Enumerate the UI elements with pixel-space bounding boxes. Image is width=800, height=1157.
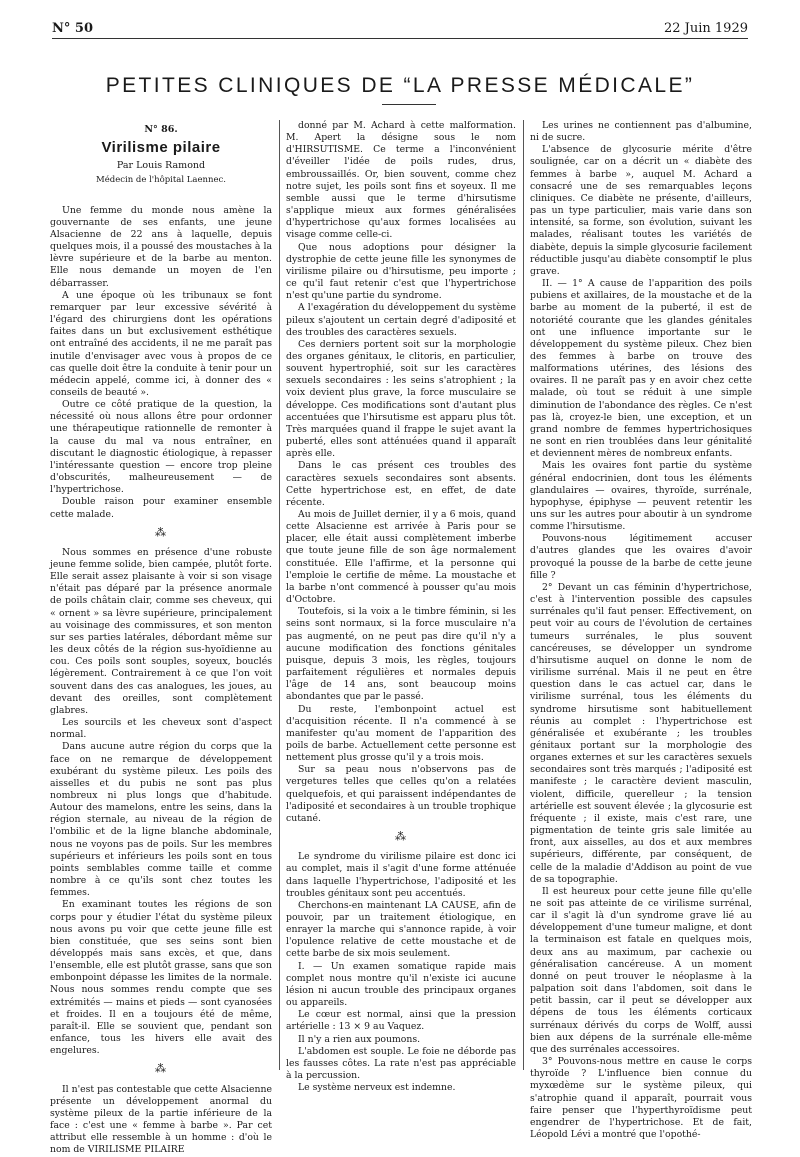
section-ornament: ⁂ xyxy=(155,525,167,539)
article-author: Par Louis Ramond xyxy=(116,160,206,172)
paragraph: Le cœur est normal, ainsi que la pression artérielle : 13 × 9 au Vaquez. xyxy=(286,1009,516,1033)
page-header xyxy=(52,16,748,36)
article-heading xyxy=(50,124,272,187)
paragraph: A une époque où les tribunaux se font remarquer par leur excessive sévérité à l'égard des chirurgiens dont les opérations faites dans un but exclusivement esthétique ont entraîné des accidents, il ne me paraît pas inutile d'envisager avec vous à propos de ce cas quelle doit être la conduite à tenir pour un médecin appelé, comme ici, à donner des « conseils de beauté ». xyxy=(50,289,272,398)
paragraph: Sur sa peau nous n'observons pas de vergetures telles que celles qu'on a relatées quelquefois, et qui paraissent indépendantes de l'adiposité et secondaires à un trouble trophique cutané. xyxy=(286,764,516,824)
article-number: N° 86. xyxy=(144,124,178,135)
paragraph: Les urines ne contiennent pas d'albumine, ni de sucre. xyxy=(530,120,752,144)
paragraph: I. — Un examen somatique rapide mais complet nous montre qu'il n'existe ici aucune lésion ni aucun trouble des principaux organes ou appareils. xyxy=(286,960,516,1009)
paragraph: donné par M. Achard à cette malformation. M. Apert la désigne sous le nom d'HIRSUTISME. Ce terme a l'inconvénient d'éveiller l'idée de poils rudes, drus, embroussaillés. Or, bien souvent, comme chez notre sujet, les poils sont fins et soyeux. Il me semble aussi que le terme d'hirsutisme s'applique mieux aux formes généralisées d'hypertrichose qu'aux formes localisées au visage comme celle-ci. xyxy=(286,120,516,241)
column-3-body xyxy=(530,120,752,1141)
paragraph: L'absence de glycosurie mérite d'être soulignée, car on a décrit un « diabète des femmes à barbe », auquel M. Achard a consacré une de ses remarquables leçons cliniques. Ce diabète ne présente, d'ailleurs, pas un type particulier, mais varie dans son intensité, sa forme, son évolution, suivant les malades, réalisant toutes les variétés de diabète, depuis la simple glycosurie facilement réductible jusqu'au diabète consomptif le plus grave. xyxy=(530,144,752,277)
column-2 xyxy=(286,120,516,1094)
paragraph: Nous sommes en présence d'une robuste jeune femme solide, bien campée, plutôt forte. Elle serait assez plaisante à voir si son visage n'était pas déparé par la présence anormale de poils châtain clair, comme ses cheveux, qui « ornent » sa lèvre supérieure, principalement au voisinage des commissures, et son menton sur ses parties latérales, débordant même sur les deux côtés de la région sus-hyoïdienne au cou. Ces poils sont souples, soyeux, bouclés légèrement. Contrairement à ce que l'on voit souvent dans des cas analogues, les joues, au devant des oreilles, sont complètement glabres. xyxy=(50,546,272,716)
paragraph: Outre ce côté pratique de la question, la nécessité où nous allons être pour ordonner une thérapeutique rationnelle de remonter à la cause du mal va nous entraîner, en discutant le diagnostic étiologique, à repasser l'intéressante question — encore trop pleine d'obscurités, malheureusement — de l'hypertrichose. xyxy=(50,399,272,496)
paragraph: 3° Pouvons-nous mettre en cause le corps thyroïde ? L'influence bien connue du myxœdème sur le système pileux, qui s'atrophie quand il apparaît, pourrait vous faire penser que l'hyperthyroïdisme peut engendrer de l'hypertrichose. Et de fait, Léopold Lévi a montré que l'opothé- xyxy=(530,1056,752,1140)
issue-number: N° 50 xyxy=(52,21,93,36)
issue-date: 22 Juin 1929 xyxy=(663,21,748,36)
paragraph: Mais les ovaires font partie du système général endocrinien, dont tous les éléments glandulaires — ovaires, thyroïde, surrénale, hypophyse, épiphyse — peuvent retentir les uns sur les autres pour aboutir à un syndrome comme l'hirsutisme. xyxy=(530,460,752,533)
column-1 xyxy=(50,120,272,1156)
section-ornament: ⁂ xyxy=(155,1062,167,1076)
paragraph: A l'exagération du développement du système pileux s'ajoutent un certain degré d'adiposité et des troubles des caractères sexuels. xyxy=(286,302,516,338)
column-divider xyxy=(523,120,524,1070)
section-ornament: ⁂ xyxy=(395,830,407,844)
paragraph: Ces derniers portent soit sur la morphologie des organes génitaux, le clitoris, en particulier, souvent hypertrophié, soit sur les caractères sexuels secondaires : les seins s'atrophient ; la voix devient plus grave, la force musculaire se développe. Ces modifications sont d'autant plus accentuées que l'hirsutisme est apparu plus tôt. Très marquées quand il frappe le sujet avant la puberté, elles sont atténuées quand il apparaît après elle. xyxy=(286,338,516,460)
column-2-body xyxy=(286,120,516,1094)
paragraph: Du reste, l'embonpoint actuel est d'acquisition récente. Il n'a commencé à se manifester qu'au moment de l'apparition des poils de barbe. Actuellement cette personne est nettement plus grosse qu'il y a trois mois. xyxy=(286,703,516,764)
column-3 xyxy=(530,120,752,1140)
paragraph: Les sourcils et les cheveux sont d'aspect normal. xyxy=(50,717,272,741)
paragraph: Il n'est pas contestable que cette Alsacienne présente un développement anormal du système pileux de la partie inférieure de la face : c'est une « femme à barbe ». Par cet attribut elle ressemble à un homme : d'où le nom de VIRILISME PILAIRE xyxy=(50,1083,272,1156)
paragraph: Dans le cas présent ces troubles des caractères sexuels secondaires sont absents. Cette hypertrichose est, en effet, de date récente. xyxy=(286,460,516,508)
article-title: Virilisme pilaire xyxy=(101,139,221,157)
paragraph: 2° Devant un cas féminin d'hypertrichose, c'est à l'intervention possible des capsules surrénales qu'il faut penser. Effectivement, on peut voir au cours de l'évolution de certaines tumeurs surrénales, le plus souvent cancéreuses, se développer un syndrome d'hirsutisme auquel on donne le nom de virilisme surrénal. Mais il ne peut en être question dans le cas actuel car, dans le virilisme surrénal, tous les éléments du syndrome hirsutisme sont habituellement réunis au complet : l'hypertrichose est généralisée et exubérante ; les troubles génitaux portant sur la morphologie des organes externes et sur les caractères sexuels secondaires sont très marqués ; l'adiposité est manifeste ; le caractère devient masculin, violent, difficile, querelleur ; la tension artérielle est souvent élevée ; la glycosurie est fréquente ; il existe, mais c'est rare, une pigmentation de teinte gris sale limitée au front, aux aisselles, au dos et aux membres supérieurs, différente, par conséquent, de celle de la maladie d'Addison au point de vue de sa topographie. xyxy=(530,581,752,885)
paragraph: Dans aucune autre région du corps que la face on ne remarque de développement exubérant du système pileux. Les poils des aisselles et du pubis ne sont pas plus nombreux ni plus longs que d'habitude. Autour des mamelons, entre les seins, dans la région sternale, au niveau de la région de l'ombilic et de la ligne blanche abdominale, nous ne voyons pas de poils. Sur les membres supérieurs et inférieurs les poils sont en tous points semblables comme taille et comme nombre à ce qu'ils sont chez toutes les femmes. xyxy=(50,741,272,899)
paragraph: Pouvons-nous légitimement accuser d'autres glandes que les ovaires d'avoir provoqué la pousse de la barbe de cette jeune fille ? xyxy=(530,533,752,581)
paragraph: Le syndrome du virilisme pilaire est donc ici au complet, mais il s'agit d'une forme atténuée dans laquelle l'hypertrichose, l'adiposité et les troubles génitaux sont peu accentués. xyxy=(286,851,516,899)
paragraph: Cherchons-en maintenant LA CAUSE, afin de pouvoir, par un traitement étiologique, en enrayer la marche qui s'annonce rapide, à voir l'opulence relative de cette moustache et de cette barbe de six mois seulement. xyxy=(286,899,516,960)
paragraph: Le système nerveux est indemne. xyxy=(298,1082,456,1094)
section-banner: PETITES CLINIQUES DE “LA PRESSE MÉDICALE” xyxy=(105,74,695,97)
paragraph: Une femme du monde nous amène la gouvernante de ses enfants, une jeune Alsacienne de 22 ans à laquelle, depuis quelques mois, il a poussé des moustaches à la lèvre supérieure et de la barbe au menton. Elle nous demande un moyen de l'en débarrasser. xyxy=(50,204,272,289)
column-1-body xyxy=(50,205,272,1157)
paragraph: Que nous adoptions pour désigner la dystrophie de cette jeune fille les synonymes de virilisme pilaire ou d'hirsutisme, peu importe ; ce qu'il faut retenir c'est que l'hypertrichose n'est qu'une partie du syndrome. xyxy=(286,241,516,302)
article-affiliation: Médecin de l'hôpital Laennec. xyxy=(96,175,226,186)
paragraph: Au mois de Juillet dernier, il y a 6 mois, quand cette Alsacienne est arrivée à Paris pour se placer, elle était aussi complètement imberbe que toute jeune fille de son âge normalement constituée. Elle l'affirme, et la personne qui l'emploie le certifie de même. La moustache et la barbe n'ont commencé à pousser qu'au mois d'Octobre. xyxy=(286,509,516,606)
header-rule xyxy=(52,38,748,39)
paragraph: Double raison pour examiner ensemble cette malade. xyxy=(50,496,272,520)
column-divider xyxy=(279,120,280,1070)
paragraph: En examinant toutes les régions de son corps pour y étudier l'état du système pileux nous avons pu voir que cette jeune fille est bien constituée, que ses seins sont bien développés mais sans excès, et que, dans l'ensemble, elle est plutôt grasse, sans que son embonpoint dépasse les limites de la normale. Nous nous sommes rendu compte que ses extrémités — mains et pieds — sont cyanosées et froides. Il en a toujours été de même, paraît-il. Elle se souvient que, pendant son enfance, tous les hivers elle avait des engelures. xyxy=(50,899,272,1057)
paragraph: Il n'y a rien aux poumons. xyxy=(298,1033,421,1045)
paragraph: Il est heureux pour cette jeune fille qu'elle ne soit pas atteinte de ce virilisme surrénal, car il s'agit là d'un syndrome grave lié au développement d'une tumeur maligne, et dont la terminaison est fatale en quelques mois, deux ans au maximum, par cachexie ou généralisation cancéreuse. A un moment donné on peut trouver le néoplasme à la palpation soit dans l'abdomen, soit dans le petit bassin, car il peut se développer aux dépens de tous les éléments corticaux surrénaux dérivés du corps de Wolff, aussi bien aux dépens de la surrénale elle-même que des surrénales accessoires. xyxy=(530,885,752,1055)
paragraph: Toutefois, si la voix a le timbre féminin, si les seins sont normaux, si la force musculaire n'a pas augmenté, on ne peut pas dire qu'il n'y a aucune modification des fonctions génitales puisque, depuis 3 mois, les règles, toujours parfaitement régulières et normales depuis l'âge de 14 ans, sont beaucoup moins abondantes que par le passé. xyxy=(286,606,516,703)
paragraph: L'abdomen est souple. Le foie ne déborde pas les fausses côtes. La rate n'est pas appréciable à la percussion. xyxy=(286,1045,516,1082)
paragraph: II. — 1° A cause de l'apparition des poils pubiens et axillaires, de la moustache et de la barbe au moment de la puberté, il est de notoriété courante que les glandes génitales ont une influence importante sur le développement du système pileux. Chez bien des femmes à barbe on trouve des malformations utérines, des lésions des ovaires. Il ne paraît pas y en avoir chez cette malade, où tout se réduit à une simple diminution de l'abondance des règles. Ce n'est pas là, croyez-le bien, une exception, et un grand nombre de femmes hypertrichosiques ne sont en rien troublées dans leur génitalité et deviennent mères de nombreux enfants. xyxy=(530,278,752,460)
banner-rule xyxy=(382,104,436,105)
